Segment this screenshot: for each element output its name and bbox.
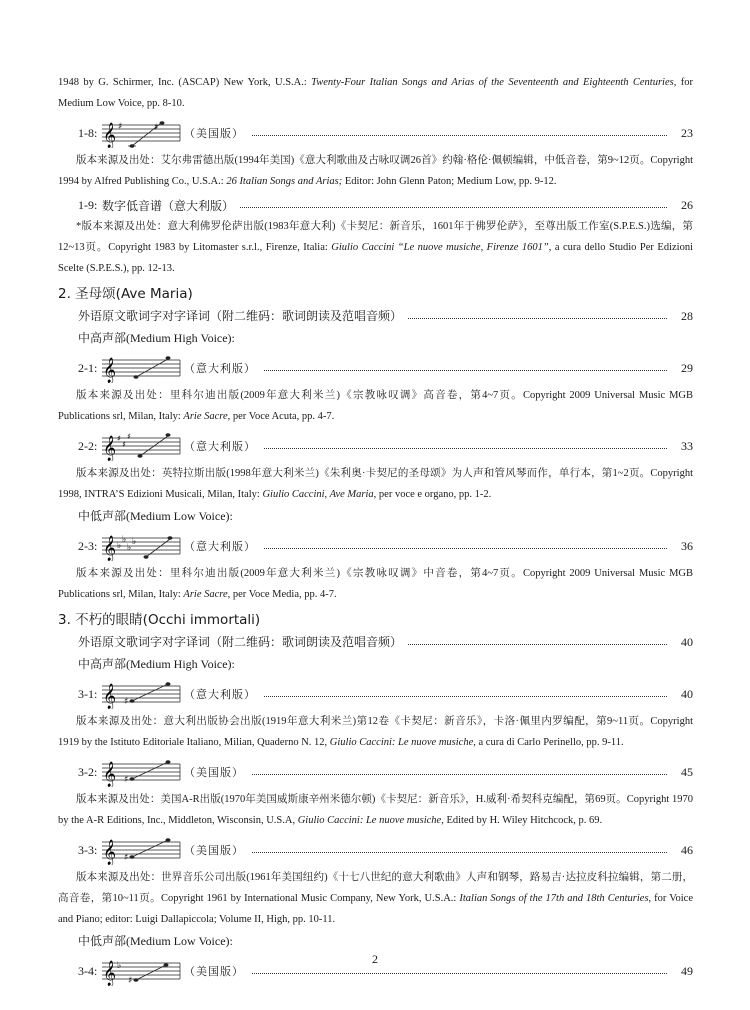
source-paragraph: 版本来源及出处：里科尔迪出版(2009年意大利米兰)《宗教咏叹调》高音卷，第4~7页。Copyright 2009 Universal Music MGB Publications srl, Milan, Italy: Arie Sacre, per Voce Acuta, pp. 4-7. <box>58 390 693 422</box>
edition-label: （美国版） <box>184 845 244 857</box>
svg-text:♯: ♯ <box>122 440 126 449</box>
page-ref: 26 <box>681 197 693 212</box>
dot-leader <box>264 696 667 697</box>
dot-leader <box>252 135 667 136</box>
source-paragraph: 版本来源及出处：世界音乐公司出版(1961年美国纽约)《十七八世纪的意大利歌曲》人声和钢琴，路易吉·达拉皮科拉编辑，第二册，高音卷，第10~11页。Copyright 1961 by International Music Company, New York, U.S.A.: Italian Songs of the 17th and 18th Centuries, for Voice and Piano; editor: Luigi Dallapiccola; Volume II, High, pp. 10-11. <box>58 872 693 925</box>
music-staff-icon <box>102 431 182 461</box>
edition-label: （美国版） <box>184 767 244 779</box>
entry-id: 2-1: <box>78 360 98 375</box>
voice-heading: 中低声部(Medium Low Voice): <box>78 934 233 948</box>
page-ref: 40 <box>681 635 693 649</box>
page-ref: 29 <box>681 360 693 375</box>
entry-id: 1-8: <box>78 125 98 140</box>
svg-text:♭: ♭ <box>127 543 132 553</box>
toc-entry-2-3[interactable] <box>78 531 693 561</box>
entry-id: 3-3: <box>78 842 98 857</box>
entry-label: 数字低音谱（意大利版） <box>102 198 235 213</box>
svg-text:♯: ♯ <box>128 976 133 986</box>
dot-leader <box>408 644 667 645</box>
dot-leader <box>264 370 667 371</box>
entry-id: 3-4: <box>78 963 98 978</box>
toc-entry-1-9[interactable] <box>78 194 693 216</box>
source-paragraph: 版本来源及出处：艾尔弗雷德出版(1994年美国)《意大利歌曲及古咏叹调26首》约翰·格伦·佩顿编辑，中低音卷，第9~12页。Copyright 1994 by Alfred Publishing Co., U.S.A.: 26 Italian Songs and Arias; Editor: John Glenn Paton; Medium Low, pp. 9-12. <box>58 155 693 187</box>
entry-id: 2-2: <box>78 438 98 453</box>
edition-label: （意大利版） <box>184 689 256 701</box>
source-paragraph: 版本来源及出处：美国A-R出版(1970年美国威斯康辛州米德尔顿)《卡契尼：新音乐》，H.威利·希契科克编配，第69页。Copyright 1970 by the A-R Editions, Inc., Middleton, Wisconsin, U.S.A, Giulio Caccini: Le nuove musiche, Edited by H. Wiley Hitchcock, p. 69. <box>58 794 693 826</box>
section-heading-2: 2. 圣母颂(Ave Maria) <box>58 286 193 302</box>
voice-heading: 中低声部(Medium Low Voice): <box>78 509 233 523</box>
dot-leader <box>408 318 667 319</box>
entry-id: 3-2: <box>78 764 98 779</box>
toc-entry-2-1[interactable] <box>78 353 693 383</box>
music-staff-icon <box>102 118 182 148</box>
dot-leader <box>264 548 667 549</box>
source-paragraph: 1948 by G. Schirmer, Inc. (ASCAP) New York, U.S.A.: Twenty-Four Italian Songs and Arias of the Seventeenth and Eighteenth Centuries, for Medium Low Voice, pp. 8-10. <box>58 77 693 109</box>
page-ref: 23 <box>681 125 693 140</box>
svg-text:𝄞: 𝄞 <box>103 536 117 561</box>
svg-text:♯: ♯ <box>117 434 121 443</box>
svg-text:♭: ♭ <box>122 535 127 545</box>
music-staff-icon <box>102 531 182 561</box>
entry-id: 1-9: <box>78 197 98 212</box>
toc-entry-1-8[interactable] <box>78 118 693 148</box>
page-ref: 33 <box>681 438 693 453</box>
page-ref: 28 <box>681 309 693 323</box>
entry-label: 外语原文歌词字对字译词（附二维码：歌词朗读及范唱音频） <box>78 309 403 323</box>
dot-leader <box>264 448 667 449</box>
page-ref: 40 <box>681 686 693 701</box>
voice-heading: 中高声部(Medium High Voice): <box>78 331 235 345</box>
svg-text:♯: ♯ <box>118 122 123 132</box>
svg-text:𝄞: 𝄞 <box>103 684 117 709</box>
edition-label: （意大利版） <box>184 363 256 375</box>
dot-leader <box>240 207 667 208</box>
dot-leader <box>252 852 667 853</box>
page-ref: 45 <box>681 764 693 779</box>
toc-entry-3-2[interactable] <box>78 757 693 787</box>
svg-text:𝄞: 𝄞 <box>103 840 117 865</box>
page-ref: 46 <box>681 842 693 857</box>
toc-entry-lyrics-3[interactable] <box>78 631 693 653</box>
voice-heading: 中高声部(Medium High Voice): <box>78 657 235 671</box>
source-paragraph: 版本来源及出处：里科尔迪出版(2009年意大利米兰)《宗教咏叹调》中音卷，第4~7页。Copyright 2009 Universal Music MGB Publications srl, Milan, Italy: Arie Sacre, per Voce Media, pp. 4-7. <box>58 568 693 600</box>
music-staff-icon <box>102 835 182 865</box>
svg-text:♭: ♭ <box>117 961 122 971</box>
source-paragraph: 版本来源及出处：英特拉斯出版(1998年意大利米兰)《朱利奥·卡契尼的圣母颂》为人声和管风琴而作，单行本，第1~2页。Copyright 1998, INTRA’S Edizioni Musicali, Milan, Italy: Giulio Caccini, Ave Maria, per voce e organo, pp. 1-2. <box>58 468 693 500</box>
source-paragraph: 版本来源及出处：意大利出版协会出版(1919年意大利米兰)第12卷《卡契尼：新音乐》，卡洛·佩里内罗编配，第9~11页。Copyright 1919 by the Istituto Editoriale Italiano, Milian, Quaderno N. 12, Giulio Caccini: Le nuove musiche, a cura di Carlo Perinello, pp. 9-11. <box>58 716 693 748</box>
music-staff-icon <box>102 353 182 383</box>
svg-text:♯: ♯ <box>127 432 131 441</box>
svg-text:𝄞: 𝄞 <box>103 961 117 986</box>
page-ref: 49 <box>681 963 693 978</box>
edition-label: （意大利版） <box>184 441 256 453</box>
page-content <box>58 72 693 988</box>
dot-leader <box>252 973 667 974</box>
entry-label: 外语原文歌词字对字译词（附二维码：歌词朗读及范唱音频） <box>78 635 403 649</box>
svg-text:𝄞: 𝄞 <box>103 436 117 461</box>
toc-entry-2-2[interactable] <box>78 431 693 461</box>
edition-label: （美国版） <box>184 128 244 140</box>
music-staff-icon <box>102 679 182 709</box>
page-number: 2 <box>372 952 378 966</box>
toc-entry-3-1[interactable] <box>78 679 693 709</box>
svg-text:♭: ♭ <box>117 541 122 551</box>
toc-entry-3-3[interactable] <box>78 835 693 865</box>
svg-text:♯: ♯ <box>124 775 129 785</box>
entry-id: 2-3: <box>78 538 98 553</box>
toc-entry-lyrics-2[interactable] <box>78 305 693 327</box>
svg-text:𝄞: 𝄞 <box>103 123 117 148</box>
music-staff-icon <box>102 757 182 787</box>
svg-text:𝄞: 𝄞 <box>103 762 117 787</box>
svg-text:♯: ♯ <box>154 123 159 133</box>
svg-text:𝄞: 𝄞 <box>103 358 117 383</box>
dot-leader <box>252 774 667 775</box>
page-ref: 36 <box>681 538 693 553</box>
edition-label: （美国版） <box>184 966 244 978</box>
svg-text:♯: ♯ <box>124 697 129 707</box>
svg-text:♯: ♯ <box>124 853 129 863</box>
entry-id: 3-1: <box>78 686 98 701</box>
edition-label: （意大利版） <box>184 541 256 553</box>
source-paragraph: *版本来源及出处：意大利佛罗伦萨出版(1983年意大利)《卡契尼：新音乐，1601年于佛罗伦萨》，至尊出版工作室(S.P.E.S.)选编，第12~13页。Copyright 1983 by Litomaster s.r.l., Firenze, Italia: Giulio Caccini “Le nuove musiche, Firenze 1601”, a cura dello Studio Per Edizioni Scelte (S.P.E.S.), pp. 12-13. <box>58 221 693 274</box>
svg-text:♭: ♭ <box>132 537 137 547</box>
section-heading-3: 3. 不朽的眼睛(Occhi immortali) <box>58 612 261 628</box>
